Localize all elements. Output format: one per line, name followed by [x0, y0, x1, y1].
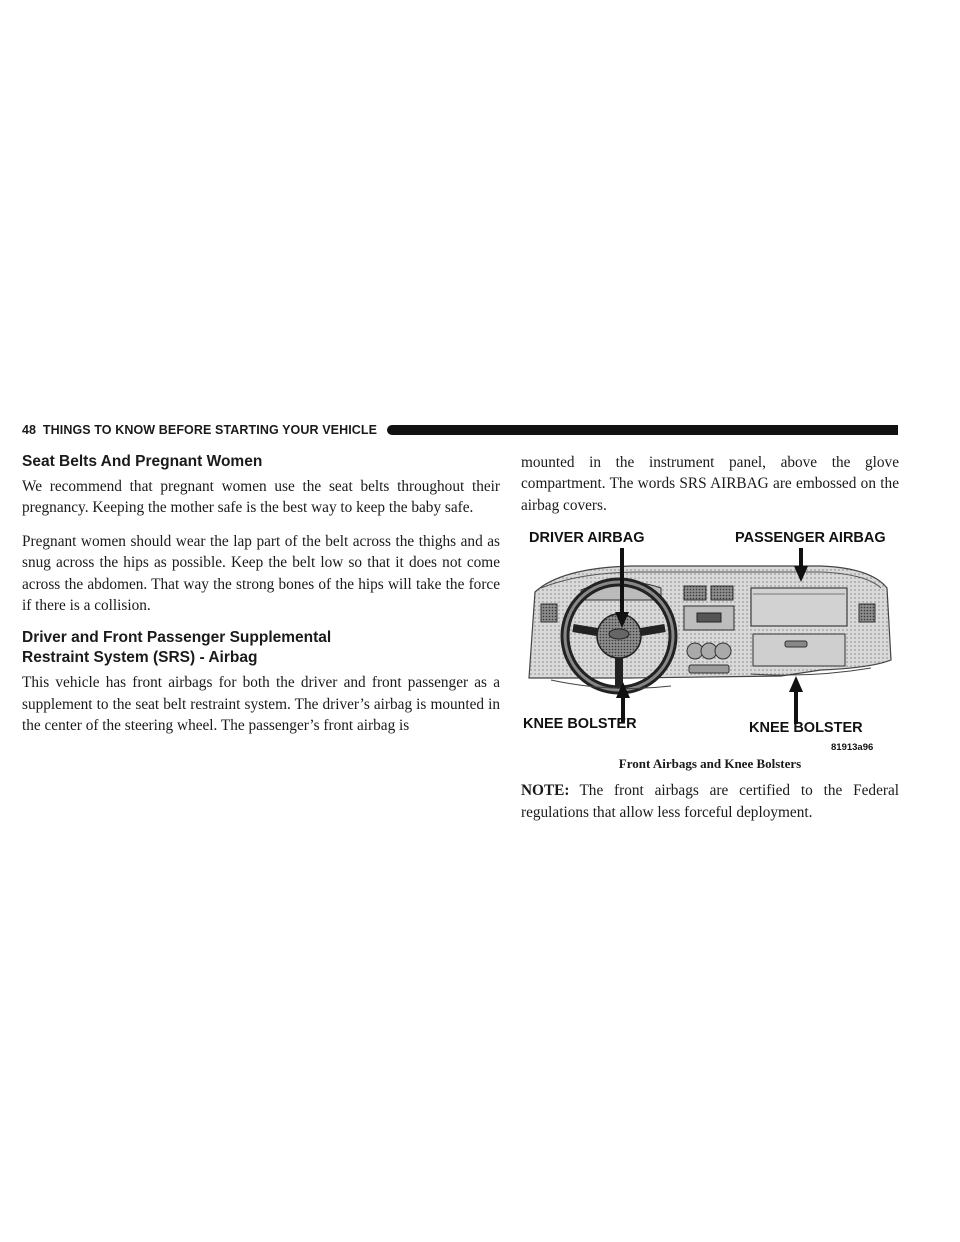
- paragraph-recommend: We recommend that pregnant women use the seat belts throughout their pregnancy. Keeping the mother safe is the best way to keep the baby safe.: [22, 478, 500, 517]
- heading-seat-belts-pregnant: Seat Belts And Pregnant Women: [22, 453, 263, 470]
- heading-srs-airbag: [22, 628, 500, 668]
- arrow-knee-right-head: [789, 676, 803, 692]
- note-label: NOTE:: [521, 782, 570, 800]
- figure-code: 81913a96: [831, 742, 874, 754]
- page-header: [22, 421, 898, 439]
- glove-compartment: [753, 634, 845, 666]
- left-vent: [541, 604, 557, 622]
- label-passenger-airbag: PASSENGER AIRBAG: [735, 530, 886, 547]
- label-knee-bolster-left: KNEE BOLSTER: [523, 716, 637, 733]
- label-driver-airbag: DRIVER AIRBAG: [529, 530, 645, 547]
- center-vent-left: [684, 586, 706, 600]
- heading-srs-line-2: Restraint System (SRS) - Airbag: [22, 649, 258, 667]
- airbag-figure: [521, 528, 899, 754]
- right-column: [521, 452, 899, 835]
- header-rule: [387, 425, 898, 435]
- heading-srs-line-1: Driver and Front Passenger Supplemental: [22, 629, 332, 647]
- figure-caption: Front Airbags and Knee Bolsters: [618, 756, 802, 772]
- section-title: THINGS TO KNOW BEFORE STARTING YOUR VEHICLE: [42, 423, 378, 437]
- knob-right: [715, 643, 731, 659]
- paragraph-lap-belt: Pregnant women should wear the lap part of the belt across the thighs and as snug across the hips as possible. Keep the belt low so that it does not come across the abdomen. That way the strong bones of the hips will take the force if there is a collision.: [22, 532, 500, 615]
- paragraph-instrument-panel: mounted in the instrument panel, above the glove compartment. The words SRS AIRBAG are embossed on the airbag covers.: [521, 454, 899, 514]
- center-vent-right: [711, 586, 733, 600]
- label-knee-bolster-right: KNEE BOLSTER: [749, 720, 863, 737]
- paragraph-front-airbags: This vehicle has front airbags for both the driver and front passenger as a supplement to the seat belt restraint system. The driver’s airbag is mounted in the center of the steering wheel. The passenger’s front airbag is: [22, 674, 500, 735]
- right-vent: [859, 604, 875, 622]
- page-number: 48: [22, 423, 36, 437]
- left-column: [22, 452, 500, 749]
- note-text: The front airbags are certified to the Federal regulations that allow less forceful deployment.: [521, 782, 899, 821]
- note-paragraph: [521, 780, 899, 823]
